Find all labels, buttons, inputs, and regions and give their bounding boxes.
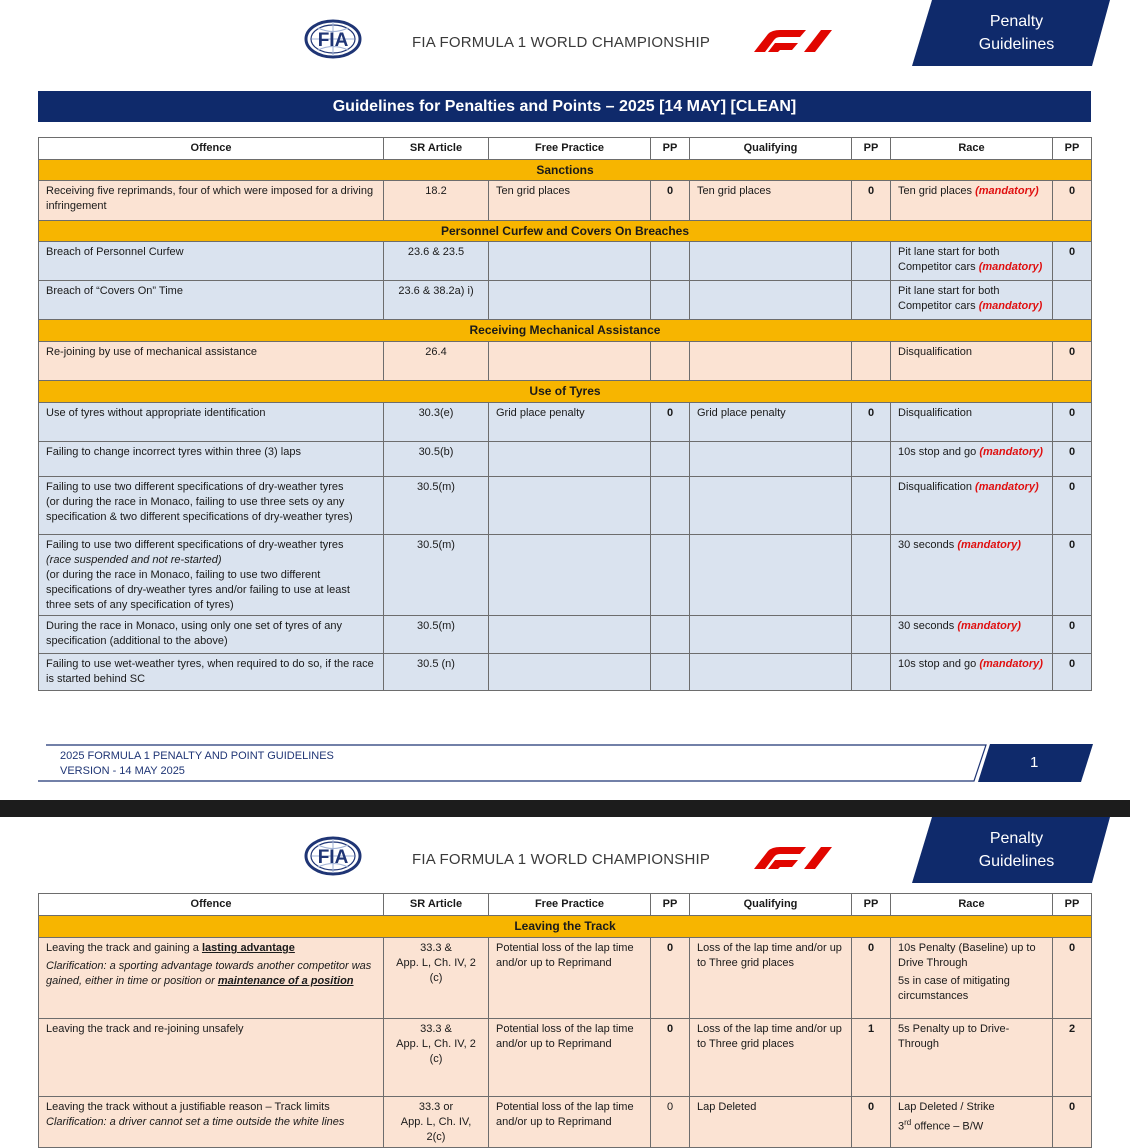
cell-q [690,342,852,381]
cell-fp [489,477,651,535]
section-row [39,160,1092,181]
cell-q-pp [852,242,891,281]
section-tyres: Use of Tyres [39,381,1092,403]
cell-q [690,616,852,654]
cell-q-pp [852,442,891,477]
cell-q-pp: 0 [852,403,891,442]
table-row [39,1097,1092,1148]
mandatory-label: (mandatory) [978,300,1043,312]
cell-race: 30 seconds (mandatory) [891,535,1053,616]
cell-fp-pp: 0 [651,1019,690,1097]
cell-q-pp [852,477,891,535]
cell-offence: Leaving the track and gaining a lasting advantage Clarification: a sporting advantage towards another competitor was gained, either in time or position or maintenance of a position [39,938,384,1019]
section-mechanical: Receiving Mechanical Assistance [39,320,1092,342]
cell-article: 30.5(m) [384,477,489,535]
cell-fp: Ten grid places [489,181,651,221]
cell-article: 30.3(e) [384,403,489,442]
page-divider [0,800,1130,817]
cell-race: Disqualification [891,403,1053,442]
mandatory-label: (mandatory) [975,185,1039,197]
section-leaving-track: Leaving the Track [39,916,1092,938]
cell-q: Loss of the lap time and/or up to Three grid places [690,1019,852,1097]
cell-fp [489,342,651,381]
table-row [39,242,1092,281]
cell-article: 30.5 (n) [384,654,489,691]
cell-q: Grid place penalty [690,403,852,442]
col-sr-article: SR Article [384,894,489,916]
cell-race: Ten grid places (mandatory) [891,181,1053,221]
cell-fp [489,654,651,691]
col-race: Race [891,894,1053,916]
cell-article: 33.3 & App. L, Ch. IV, 2 (c) [384,1019,489,1097]
cell-race-pp: 0 [1053,654,1092,691]
cell-q-pp: 0 [852,1097,891,1148]
table-row [39,403,1092,442]
penalty-table [38,893,1092,1148]
footer-text: 2025 FORMULA 1 PENALTY AND POINT GUIDELINES VERSION - 14 MAY 2025 [60,750,334,777]
col-race-pp: PP [1053,894,1092,916]
mandatory-label: (mandatory) [957,539,1021,551]
cell-offence: Breach of “Covers On” Time [39,281,384,320]
cell-fp: Potential loss of the lap time and/or up to Reprimand [489,1097,651,1148]
cell-fp [489,442,651,477]
cell-race-pp: 0 [1053,938,1092,1019]
table-header-row [39,138,1092,160]
cell-article: 30.5(m) [384,535,489,616]
cell-article: 33.3 & App. L, Ch. IV, 2 (c) [384,938,489,1019]
section-curfew: Personnel Curfew and Covers On Breaches [39,221,1092,242]
col-race-pp: PP [1053,138,1092,160]
cell-q-pp: 0 [852,181,891,221]
cell-article: 18.2 [384,181,489,221]
cell-q [690,242,852,281]
mandatory-label: (mandatory) [975,481,1039,493]
cell-offence: Failing to change incorrect tyres within three (3) laps [39,442,384,477]
cell-fp: Potential loss of the lap time and/or up to Reprimand [489,1019,651,1097]
col-free-practice: Free Practice [489,138,651,160]
cell-race: 10s stop and go (mandatory) [891,654,1053,691]
cell-race-pp: 0 [1053,403,1092,442]
cell-fp: Grid place penalty [489,403,651,442]
f1-logo [746,30,832,52]
cell-offence: Failing to use wet-weather tyres, when required to do so, if the race is started behind SC [39,654,384,691]
col-sr-article: SR Article [384,138,489,160]
cell-article: 26.4 [384,342,489,381]
cell-fp-pp: 0 [651,1097,690,1148]
cell-race-pp: 0 [1053,1097,1092,1148]
section-row [39,916,1092,938]
cell-q: Ten grid places [690,181,852,221]
cell-race-pp: 0 [1053,477,1092,535]
cell-q-pp [852,535,891,616]
cell-race: 10s Penalty (Baseline) up to Drive Through 5s in case of mitigating circumstances [891,938,1053,1019]
col-qualifying: Qualifying [690,138,852,160]
cell-article: 23.6 & 38.2a) i) [384,281,489,320]
cell-race: Pit lane start for both Competitor cars (mandatory) [891,242,1053,281]
cell-fp-pp [651,442,690,477]
col-fp-pp: PP [651,138,690,160]
penalty-table [38,137,1092,691]
section-row [39,221,1092,242]
section-sanctions: Sanctions [39,160,1092,181]
cell-race: 10s stop and go (mandatory) [891,442,1053,477]
championship-title: FIA FORMULA 1 WORLD CHAMPIONSHIP [412,851,711,868]
mandatory-label: (mandatory) [979,658,1043,670]
cell-q-pp [852,654,891,691]
cell-fp [489,242,651,281]
mandatory-label: (mandatory) [957,620,1021,632]
table-row [39,281,1092,320]
section-row [39,320,1092,342]
cell-race-pp: 0 [1053,535,1092,616]
championship-title: FIA FORMULA 1 WORLD CHAMPIONSHIP [412,34,711,51]
cell-race: Disqualification [891,342,1053,381]
cell-fp-pp: 0 [651,938,690,1019]
cell-article: 30.5(b) [384,442,489,477]
cell-fp-pp [651,535,690,616]
cell-article: 33.3 or App. L, Ch. IV, 2(c) [384,1097,489,1148]
table-row [39,1019,1092,1097]
cell-offence: Leaving the track and re-joining unsafely [39,1019,384,1097]
mandatory-label: (mandatory) [978,261,1043,273]
cell-article: 30.5(m) [384,616,489,654]
cell-q-pp [852,342,891,381]
col-q-pp: PP [852,894,891,916]
cell-fp-pp [651,477,690,535]
cell-race: Pit lane start for both Competitor cars (mandatory) [891,281,1053,320]
col-fp-pp: PP [651,894,690,916]
cell-offence: Receiving five reprimands, four of which were imposed for a driving infringement [39,181,384,221]
f1-logo [746,847,832,869]
cell-race: Lap Deleted / Strike 3rd offence – B/W [891,1097,1053,1148]
section-row [39,381,1092,403]
cell-race-pp: 0 [1053,442,1092,477]
page-number: 1 [1030,754,1039,771]
cell-race: Disqualification (mandatory) [891,477,1053,535]
cell-fp: Potential loss of the lap time and/or up to Reprimand [489,938,651,1019]
cell-race: 5s Penalty up to Drive-Through [891,1019,1053,1097]
col-offence: Offence [39,894,384,916]
cell-q-pp [852,616,891,654]
cell-fp-pp [651,281,690,320]
cell-fp [489,616,651,654]
cell-offence: Use of tyres without appropriate identification [39,403,384,442]
cell-offence: During the race in Monaco, using only one set of tyres of any specification (additional to the above) [39,616,384,654]
cell-q: Loss of the lap time and/or up to Three grid places [690,938,852,1019]
cell-offence: Failing to use two different specifications of dry-weather tyres (race suspended and not re-started) (or during the race in Monaco, failing to use two different specifications of dry-weather tyres and/or failing to use at least three sets of any specification of tyres) [39,535,384,616]
cell-fp-pp [651,616,690,654]
svg-text:FIA: FIA [317,847,349,868]
table-row [39,181,1092,221]
table-row [39,477,1092,535]
cell-race-pp: 0 [1053,342,1092,381]
table-row [39,535,1092,616]
svg-text:FIA: FIA [317,30,349,51]
cell-race-pp: 2 [1053,1019,1092,1097]
cell-race-pp: 0 [1053,242,1092,281]
col-race: Race [891,138,1053,160]
cell-fp-pp [651,654,690,691]
cell-offence: Re-joining by use of mechanical assistance [39,342,384,381]
cell-q-pp: 0 [852,938,891,1019]
table-row [39,616,1092,654]
document-page-2 [0,817,1130,1143]
cell-q-pp [852,281,891,320]
table-row [39,442,1092,477]
cell-race-pp: 0 [1053,616,1092,654]
cell-q [690,654,852,691]
table-header-row [39,894,1092,916]
table-row [39,938,1092,1019]
mandatory-label: (mandatory) [979,446,1043,458]
fia-logo [304,19,362,59]
page-title: Guidelines for Penalties and Points – 2025 [14 MAY] [CLEAN] [38,91,1091,122]
cell-fp [489,281,651,320]
cell-fp-pp [651,242,690,281]
table-row [39,654,1092,691]
cell-race-pp: 0 [1053,181,1092,221]
col-q-pp: PP [852,138,891,160]
cell-fp-pp: 0 [651,403,690,442]
penalty-guidelines-label: Penalty Guidelines [978,13,1055,53]
cell-q: Lap Deleted [690,1097,852,1148]
cell-offence: Breach of Personnel Curfew [39,242,384,281]
cell-fp [489,535,651,616]
col-qualifying: Qualifying [690,894,852,916]
cell-q-pp: 1 [852,1019,891,1097]
col-free-practice: Free Practice [489,894,651,916]
cell-q [690,535,852,616]
penalty-guidelines-label: Penalty Guidelines [978,830,1055,870]
col-offence: Offence [39,138,384,160]
fia-logo [304,836,362,876]
cell-race-pp [1053,281,1092,320]
cell-offence: Leaving the track without a justifiable reason – Track limits Clarification: a driver cannot set a time outside the white lines [39,1097,384,1148]
cell-fp-pp [651,342,690,381]
cell-q [690,281,852,320]
cell-fp-pp: 0 [651,181,690,221]
cell-q [690,442,852,477]
cell-race: 30 seconds (mandatory) [891,616,1053,654]
cell-offence: Failing to use two different specifications of dry-weather tyres (or during the race in Monaco, failing to use three sets oy any specification & two different specifications of dry-weather tyres) [39,477,384,535]
cell-article: 23.6 & 23.5 [384,242,489,281]
cell-q [690,477,852,535]
table-row [39,342,1092,381]
